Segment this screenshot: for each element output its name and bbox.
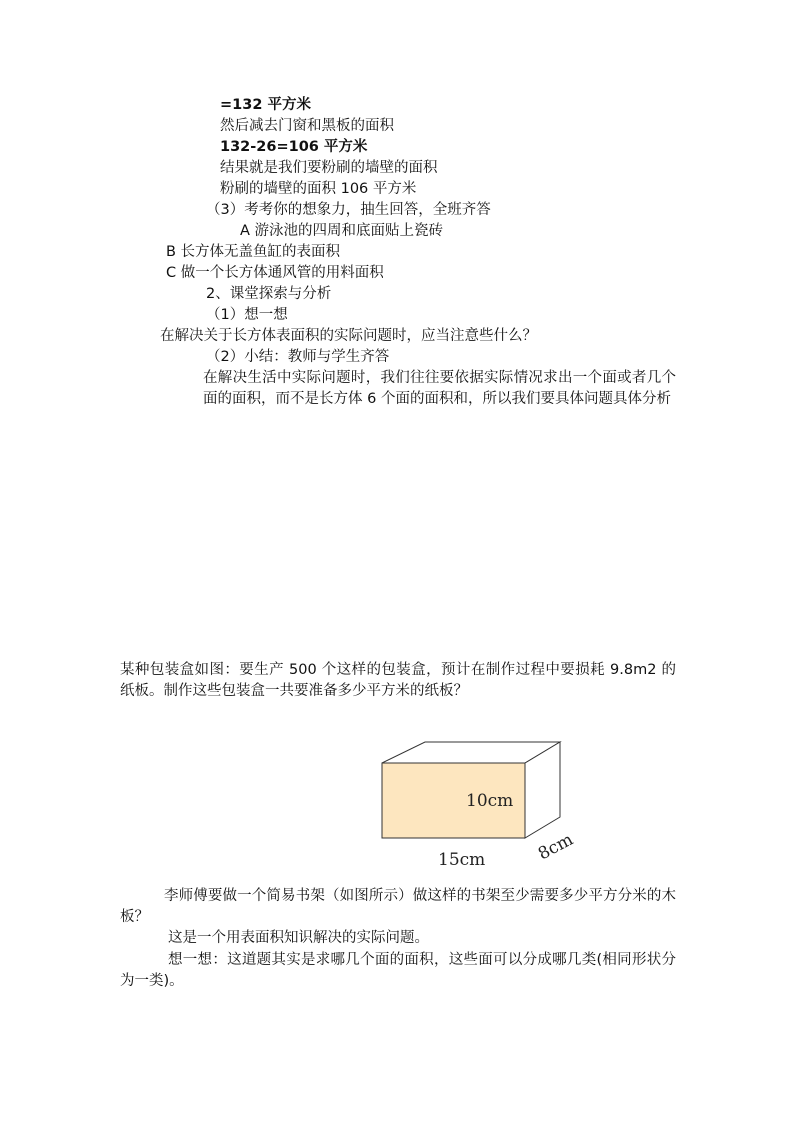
text-line-3: 132-26=106 平方米 xyxy=(220,139,368,155)
text-line-4: 结果就是我们要粉刷的墙壁的面积 xyxy=(220,160,438,176)
text-line-2: 然后减去门窗和黑板的面积 xyxy=(220,118,394,134)
length-label: 15cm xyxy=(438,850,486,870)
problem-bookshelf: 李师傅要做一个简易书架（如图所示）做这样的书架至少需要多少平方分米的木板？ xyxy=(120,888,676,925)
cuboid-figure xyxy=(370,735,600,875)
summary-paragraph: 在解决生活中实际问题时，我们往往要依据实际情况求出一个面或者几个面的面积，而不是长方体 6 个面的面积和，所以我们要具体问题具体分析 xyxy=(203,370,676,407)
problem-bookshelf-think: 想一想：这道题其实是求哪几个面的面积，这些面可以分成哪几类(相同形状分为一类)。 xyxy=(120,952,676,989)
question-line: 在解决关于长方体表面积的实际问题时，应当注意些什么？ xyxy=(160,328,537,344)
text-line-5: 粉刷的墙壁的面积 106 平方米 xyxy=(220,181,417,197)
problem-bookshelf-note: 这是一个用表面积知识解决的实际问题。 xyxy=(168,930,429,946)
text-line-6: （3）考考你的想象力，抽生回答，全班齐答 xyxy=(206,202,491,218)
option-a: A 游泳池的四周和底面贴上瓷砖 xyxy=(240,223,444,239)
text-line-1: =132 平方米 xyxy=(220,97,311,113)
height-label: 10cm xyxy=(466,791,514,811)
width-label: 8cm xyxy=(534,829,577,865)
problem-packaging-box: 某种包装盒如图：要生产 500 个这样的包装盒，预计在制作过程中要损耗 9.8m2 的纸板。制作这些包装盒一共要准备多少平方米的纸板？ xyxy=(120,662,676,699)
sub-heading-think: （1）想一想 xyxy=(206,307,288,323)
option-c: C 做一个长方体通风管的用料面积 xyxy=(166,265,384,281)
sub-heading-summary: （2）小结：教师与学生齐答 xyxy=(206,349,390,365)
section-heading: 2、课堂探索与分析 xyxy=(206,286,332,302)
option-b: B 长方体无盖鱼缸的表面积 xyxy=(166,244,341,260)
